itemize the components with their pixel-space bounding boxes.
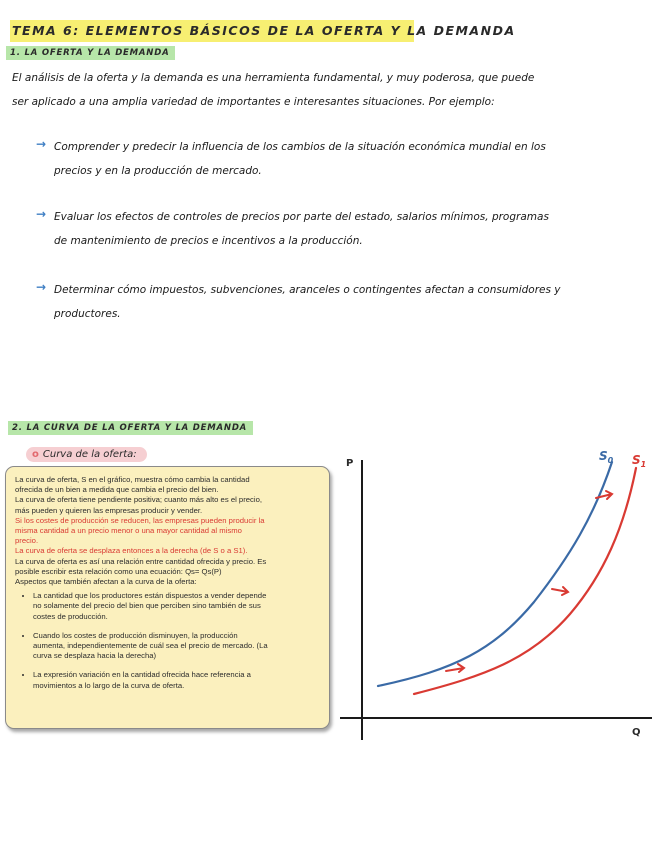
note-text: más pueden y quieren las empresas producir y vender. [15, 505, 203, 515]
s0-label: $S_0$ [599, 449, 614, 465]
supply-shift-diagram [334, 442, 656, 744]
p-axis-label: P [346, 458, 354, 469]
intro-line-1: El análisis de la oferta y la demanda es una herramienta fundamental, y muy poderosa, que puede [12, 72, 535, 84]
note-text-highlight: La curva de oferta se desplaza entonces a la derecha (de S o a S1). [15, 546, 248, 556]
shift-arrow-icon [552, 587, 568, 595]
bullet-1-line-2: precios y en la producción de mercado. [54, 165, 262, 177]
note-text-highlight: precio. [15, 536, 39, 546]
page-title: TEMA 6: ELEMENTOS BÁSICOS DE LA OFERTA Y LA DEMANDA [10, 20, 414, 42]
note-list [15, 591, 323, 691]
note-text: ofrecida de un bien a medida que cambia el precio del bien. [15, 485, 219, 495]
section-heading-1: 1. LA OFERTA Y LA DEMANDA [6, 46, 175, 60]
note-text-highlight: misma cantidad a un precio menor o una mayor cantidad al mismo [15, 526, 242, 536]
bullet-arrow-icon: → [36, 137, 47, 151]
bullet-3-line-1: Determinar cómo impuestos, subvenciones, aranceles o contingentes afectan a consumidores y [54, 284, 561, 296]
bullet-arrow-icon: → [36, 207, 47, 221]
bullet-3-line-2: productores. [54, 308, 121, 320]
note-text: La curva de oferta, S en el gráfico, muestra cómo cambia la cantidad [15, 475, 250, 484]
note-text-highlight: Si los costes de producción se reducen, las empresas pueden producir la [15, 515, 265, 525]
note-box [5, 466, 330, 729]
note-text: Aspectos que también afectan a la curva de la oferta: [15, 577, 197, 587]
bullet-1-line-1: Comprender y predecir la influencia de los cambios de la situación económica mundial en los [54, 141, 546, 153]
bullet-2-line-2: de mantenimiento de precios e incentivos a la producción. [54, 235, 363, 247]
note-text: posible escribir esta relación como una ecuación: Qs= Qs(P) [15, 566, 222, 576]
q-axis-label: Q [632, 727, 641, 738]
section-heading-2: 2. LA CURVA DE LA OFERTA Y LA DEMANDA [8, 421, 253, 435]
note-text: La curva de oferta tiene pendiente positiva; cuanto más alto es el precio, [15, 495, 263, 505]
intro-line-2: ser aplicado a una amplia variedad de importantes e interesantes situaciones. Por ejemplo: [12, 96, 495, 108]
note-text: La curva de oferta es así una relación entre cantidad ofrecida y precio. Es [15, 556, 267, 566]
shift-arrows [446, 491, 612, 672]
bullet-2-line-1: Evaluar los efectos de controles de precios por parte del estado, salarios mínimos, programas [54, 211, 549, 223]
note-list-item: • La expresión variación en la cantidad ofrecida hace referencia a movimientos a lo largo de la curva de oferta. [33, 670, 323, 690]
circle-bullet-icon: o [32, 449, 39, 460]
note-list-item: • La cantidad que los productores están dispuestos a vender depende no solamente del precio del bien que perciben sino también de sus costes de producción. [33, 591, 323, 622]
supply-curve-s0 [378, 462, 612, 686]
subsection-heading: o Curva de la oferta: [26, 447, 147, 462]
s1-label: $S_1$ [632, 453, 647, 469]
bullet-arrow-icon: → [36, 280, 47, 294]
supply-curve-s1 [414, 468, 636, 694]
note-list-item: • Cuando los costes de producción disminuyen, la producción aumenta, independientemente de cuál sea el precio de mercado. (La curva se desplaza hacia la derecha) [33, 631, 323, 662]
